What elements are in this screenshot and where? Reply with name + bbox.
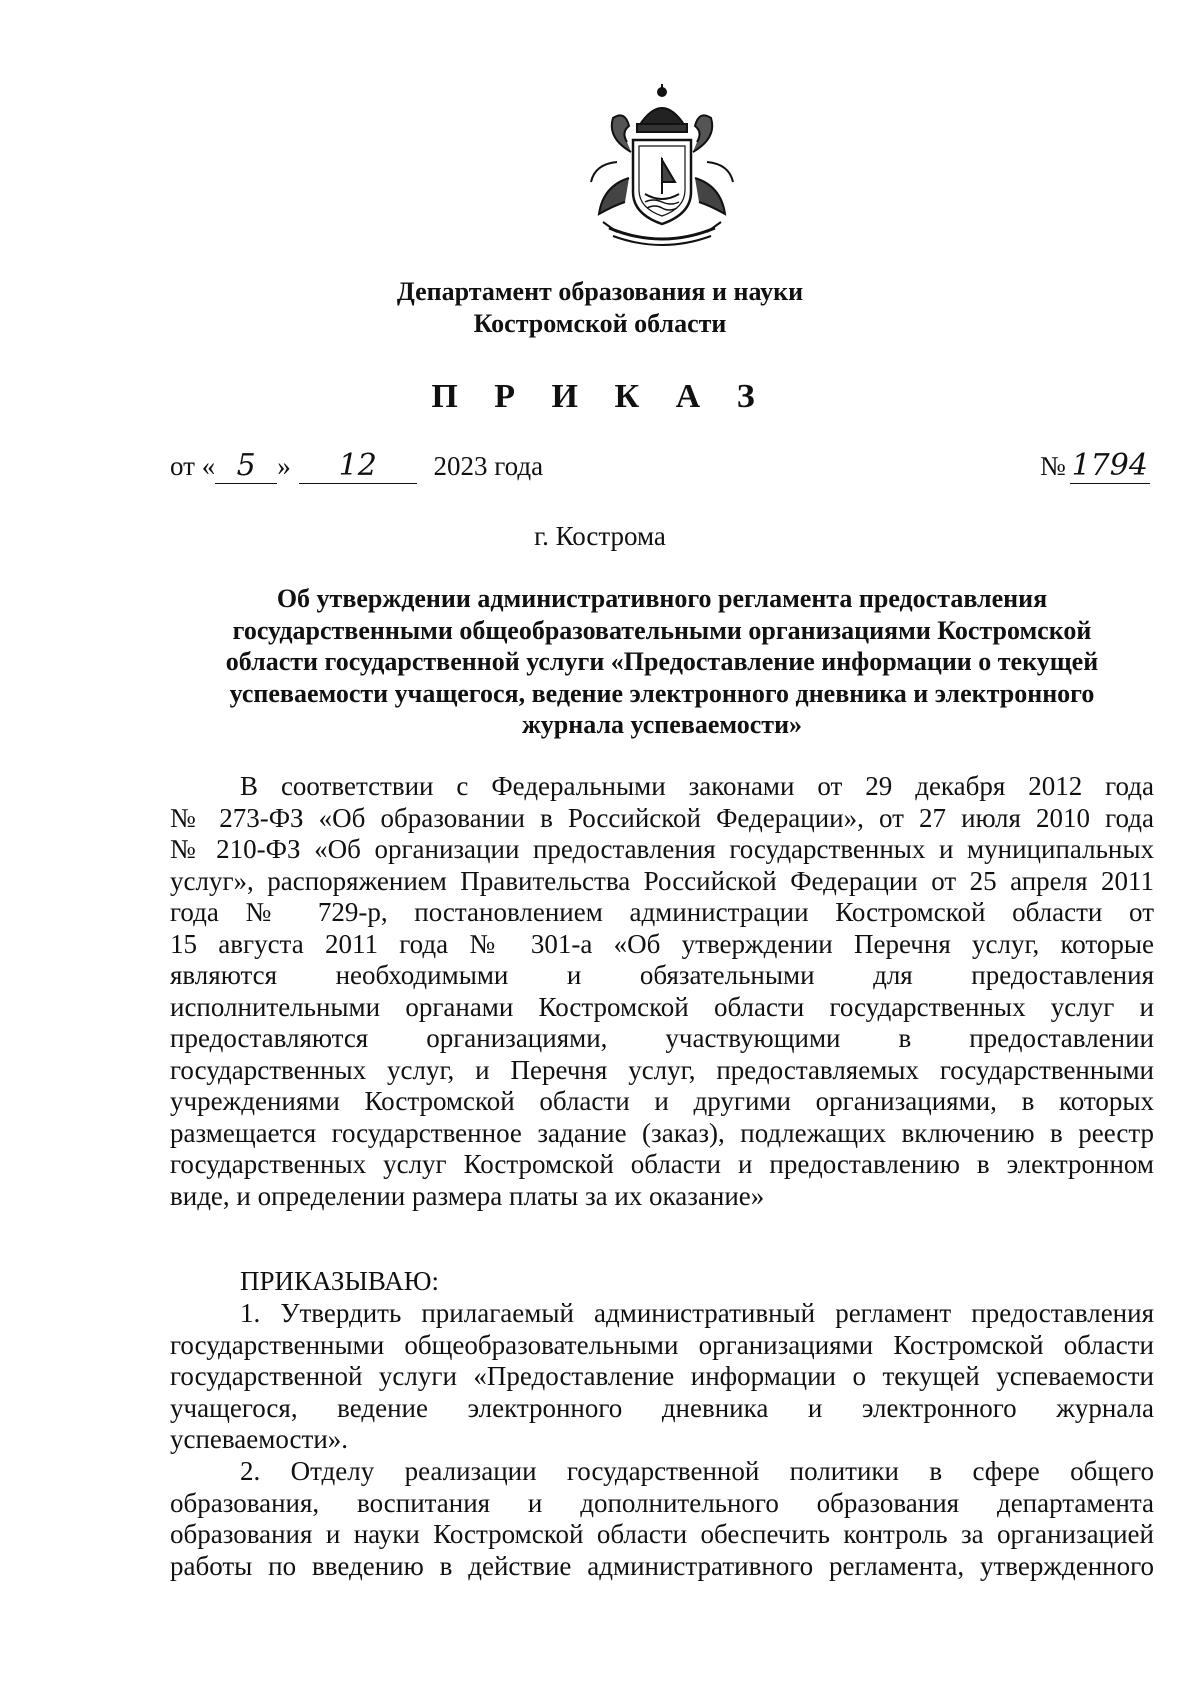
item-1-line: 1. Утвердить прилагаемый административный регламент предоставления <box>240 1298 1154 1328</box>
preamble-line: учреждениями Костромской области и другими организациями, в которых <box>170 1086 1154 1116</box>
item-2-line: 2. Отделу реализации государственной политики в сфере общего <box>240 1456 1154 1486</box>
item-1-line: государственной услуги «Предоставление информации о текущей успеваемости <box>170 1361 1154 1391</box>
order-word: ПРИКАЗЫВАЮ: <box>240 1266 439 1296</box>
date-line <box>170 448 543 484</box>
coat-of-arms-emblem <box>573 82 751 254</box>
item-1-line: государственными общеобразовательными организациями Костромской области <box>170 1329 1154 1360</box>
document-type-heading: П Р И К А З <box>431 378 769 415</box>
item-2-line: образования, воспитания и дополнительного образования департамента <box>170 1487 1154 1518</box>
date-mid: » <box>277 451 291 481</box>
preamble-line: № 273-ФЗ «Об образовании в Российской Федерации», от 27 июля 2010 года <box>170 802 1154 833</box>
title-line: журнала успеваемости» <box>521 710 803 739</box>
preamble-line: виде, и определении размера платы за их оказание» <box>170 1180 765 1211</box>
department-line-2: Костромской области <box>473 309 727 338</box>
preamble-line: государственных услуг, и Перечня услуг, предоставляемых государственными <box>170 1054 1154 1085</box>
number-prefix: № <box>1040 451 1066 481</box>
document-number <box>1040 448 1150 484</box>
preamble-paragraph <box>170 771 1154 1212</box>
preamble-line: предоставляются организациями, участвующими в предоставлении <box>170 1023 1154 1053</box>
title-line: Об утверждении административного регламента предоставления <box>276 584 1048 613</box>
preamble-line: В соответствии с Федеральными законами от 29 декабря 2012 года <box>240 771 1154 801</box>
preamble-line: размещается государственное задание (заказ), подлежащих включению в реестр <box>170 1117 1154 1148</box>
title-line: успеваемости учащегося, ведение электронного дневника и электронного <box>229 678 1095 708</box>
date-day-handwritten: 5 <box>215 448 277 484</box>
title-line: области государственной услуги «Предоставление информации о текущей <box>225 647 1099 676</box>
department-line-1: Департамент образования и науки <box>396 277 804 306</box>
date-prefix: от « <box>170 451 216 481</box>
preamble-line: услуг», распоряжением Правительства Российской Федерации от 25 апреля 2011 <box>170 865 1154 896</box>
coat-of-arms-icon <box>573 82 751 254</box>
order-item-1 <box>170 1298 1154 1456</box>
date-year: 2023 года <box>433 451 544 481</box>
document-title <box>170 583 1154 741</box>
preamble-line: 15 августа 2011 года № 301-а «Об утверждении Перечня услуг, которые <box>170 928 1154 959</box>
title-line: государственными общеобразовательными организациями Костромской <box>232 615 1092 645</box>
item-2-line: образования и науки Костромской области обеспечить контроль за организацией <box>170 1519 1154 1549</box>
preamble-line: являются необходимыми и обязательными для предоставления <box>170 960 1154 990</box>
date-month-handwritten: 12 <box>299 448 417 484</box>
department-name <box>0 276 1200 340</box>
item-1-line: учащегося, ведение электронного дневника и электронного журнала <box>170 1392 1154 1423</box>
preamble-line: года № 729-р, постановлением администрации Костромской области от <box>170 897 1154 927</box>
order-item-2 <box>170 1456 1154 1582</box>
item-1-line: успеваемости». <box>170 1424 349 1454</box>
preamble-line: исполнительными органами Костромской области государственных услуг и <box>170 991 1154 1022</box>
preamble-line: № 210-ФЗ «Об организации предоставления государственных и муниципальных <box>170 834 1154 864</box>
city: г. Кострома <box>534 521 666 551</box>
item-2-line: работы по введению в действие административного регламента, утвержденного <box>170 1550 1154 1581</box>
preamble-line: государственных услуг Костромской области и предоставлению в электронном <box>170 1149 1154 1179</box>
number-handwritten: 1794 <box>1071 448 1148 483</box>
